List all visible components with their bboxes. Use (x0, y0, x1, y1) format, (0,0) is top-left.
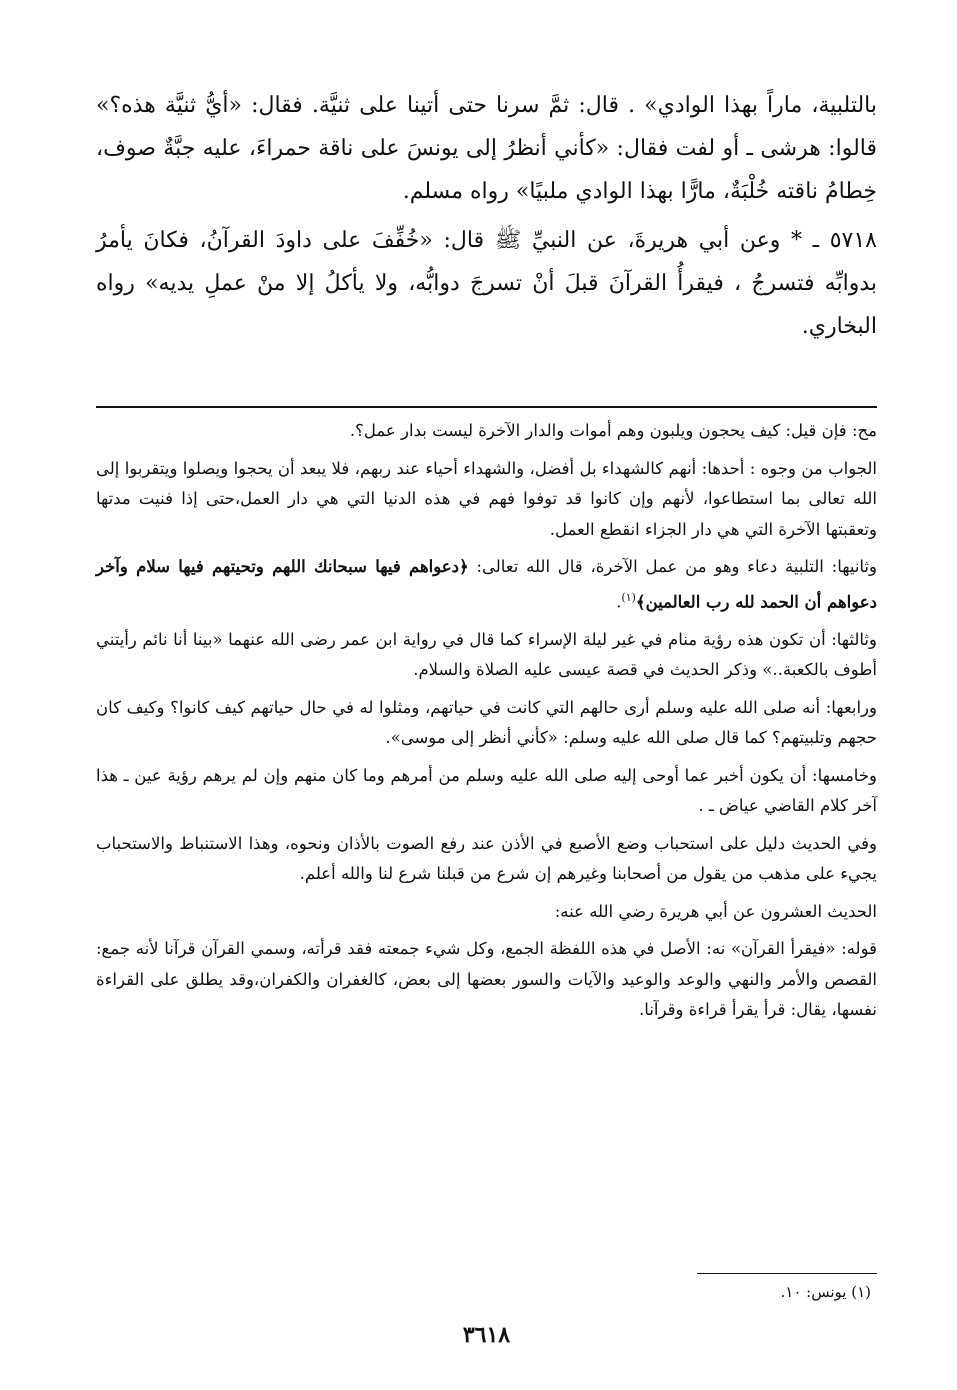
hadith-text (96, 84, 877, 354)
footnote-divider (697, 1273, 877, 1274)
commentary-paragraph: وفي الحديث دليل على استحباب وضع الأصبع في الأذن عند رفع الصوت بالأذان ونحوه، وهذا الاستنباط والاستحباب يجيء على مذهب من يقول من أصحابنا وغيرهم إن شرع من قبلنا شرع لنا والله أعلم. (96, 833, 877, 883)
commentary-paragraph: مح: فإن قيل: كيف يحجون ويلبون وهم أموات والدار الآخرة ليست بدار عمل؟. (349, 421, 877, 440)
quran-verse: ﴿دعواهم فيها سبحانك اللهم وتحيتهم فيها سلام وآخر دعواهم أن الحمد لله رب العالمين﴾ (96, 557, 877, 611)
book-page (96, 0, 877, 1390)
commentary-paragraph: قوله: «فيقرأ القرآن» نه: الأصل في هذه اللفظة الجمع، وكل شيء جمعته فقد قرأته، وسمي القرآن قرآنا لأنه جمع: القصص والأمر والنهي والوعد والوعيد والآيات والسور بعضها إلى بعض، كالغفران والكفران،وقد يطلق على القراءة نفسها، يقال: قرأ يقرأ قراءة وقرآنا. (96, 939, 877, 1019)
commentary-paragraph (96, 552, 877, 618)
hadith-paragraph: ٥٧١٨ ـ * وعن أبي هريرةَ، عن النبيِّ ﷺ قال: «خُفِّفَ على داودَ القرآنُ، فكانَ يأمرُ بدوابِّه فتسرجُ ، فيقرأُ القرآنَ قبلَ أنْ تسرجَ دوابُّه، ولا يأكلُ إلا منْ عملِ يديه» رواه البخاري. (96, 228, 877, 339)
commentary-paragraph: وخامسها: أن يكون أخبر عما أوحى إليه صلى الله عليه وسلم من أمرهم وما كان منهم وإن لم يرهم رؤية عين ـ هذا آخر كلام القاضي عياض ـ . (96, 765, 877, 815)
commentary-paragraph: وثالثها: أن تكون هذه رؤية منام في غير ليلة الإسراء كما قال في رواية ابن عمر رضى الله عنهما «بينا أنا نائم رأيتني أطوف بالكعبة..» وذكر الحديث في قصة عيسى عليه الصلاة والسلام. (96, 629, 877, 679)
footnote-marker: (١) (621, 590, 636, 604)
page-number: ٣٦١٨ (462, 1322, 511, 1348)
section-divider (96, 406, 877, 408)
commentary-paragraph: الحديث العشرون عن أبي هريرة رضي الله عنه: (554, 901, 877, 921)
commentary-text (96, 416, 877, 1033)
commentary-lead: وثانيها: التلبية دعاء وهو من عمل الآخرة، قال الله تعالى: (468, 557, 877, 576)
commentary-paragraph: الجواب من وجوه : أحدها: أنهم كالشهداء بل أفضل، والشهداء أحياء عند ربهم، فلا يبعد أن يحجوا ويصلوا ويتقربوا إلى الله تعالى بما استطاعوا، لأنهم وإن كانوا قد توفوا فهم في هذه الدنيا التي هي دار العمل،حتى إذا فنيت مدتها وتعقبتها الآخرة التي هي دار الجزاء انقطع العمل. (96, 458, 877, 539)
commentary-tail: . (616, 592, 622, 611)
footnote: (١) يونس: ١٠. (780, 1283, 871, 1301)
commentary-paragraph: ورابعها: أنه صلى الله عليه وسلم أرى حالهم التي كانت في حياتهم، ومثلوا له في حال حياتهم كيف كانوا؟ وكيف كان حجهم وتلبيتهم؟ كما قال صلى الله عليه وسلم: «كأني أنظر إلى موسى». (96, 697, 877, 747)
hadith-paragraph: بالتلبية، ماراً بهذا الوادي» . قال: ثمَّ سرنا حتى أتينا على ثنيَّة. فقال: «أيُّ ثنيَّة هذه؟» قالوا: هرشى ـ أو لفت فقال: «كأني أنظرُ إلى يونسَ على ناقة حمراءَ، عليه جبَّةٌ صوف، خِطامُ ناقته خُلْبَةٌ، مارًّا بهذا الوادي ملبيًا» رواه مسلم. (96, 93, 877, 204)
